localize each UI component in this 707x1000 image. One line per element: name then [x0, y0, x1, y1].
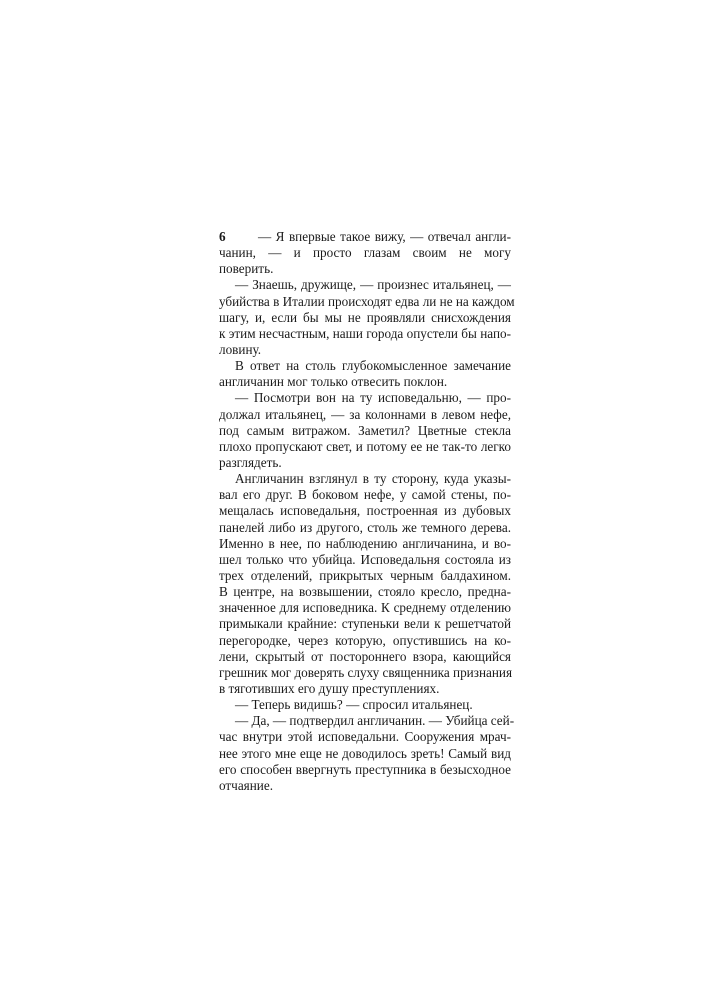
text-line: час внутри этой исповедальни. Сооружения мрач- [219, 729, 511, 745]
text-line: грешник мог доверять слуху священника признания [219, 664, 513, 680]
text-line: убийства в Италии происходят едва ли не на каждом [219, 293, 515, 309]
text-line: панелей либо из другого, столь же темного дерева. [219, 519, 511, 535]
text-line: вал его друг. В боковом нефе, у самой стены, по- [219, 487, 511, 503]
text-line: плохо пропускают свет, и потому ее не так-то легко [219, 438, 511, 454]
first-line [219, 229, 511, 245]
text-line: разглядеть. [219, 454, 282, 470]
text-line: значенное для исповедника. К среднему отделению [219, 600, 511, 616]
text-line: ловину. [219, 341, 262, 357]
text-line: — Посмотри вон на ту исповедальню, — про- [235, 390, 511, 406]
text-line: — Теперь видишь? — спросил итальянец. [235, 697, 473, 713]
text-line: к этим несчастным, наши города опустели бы напо- [219, 325, 511, 341]
text-line: В ответ на столь глубокомысленное замечание [235, 358, 511, 374]
text-line: в тяготивших его душу преступлениях. [219, 680, 440, 696]
text-line: нее этого мне еще не доводилось зреть! Самый вид [219, 745, 511, 761]
text-line: отчаяние. [219, 777, 273, 793]
text-line: В центре, на возвышении, стояло кресло, предна- [219, 584, 511, 600]
page-number: 6 [219, 229, 226, 244]
text-line: поверить. [219, 261, 274, 277]
text-line: его способен ввергнуть преступника в безысходное [219, 761, 511, 777]
text-line: англичанин мог только отвесить поклон. [219, 374, 448, 390]
text-line: — Да, — подтвердил англичанин. — Убийца сей- [235, 713, 515, 729]
text-line: перегородке, через которую, опустившись на ко- [219, 632, 511, 648]
text-line: — Знаешь, дружище, — произнес итальянец, — [235, 277, 511, 293]
page-text-block [219, 229, 515, 794]
text-line: должал итальянец, — за колоннами в левом нефе, [219, 406, 511, 422]
text-line: лени, скрытый от постороннего взора, кающийся [219, 648, 511, 664]
text-line: мещалась исповедальня, построенная из дубовых [219, 503, 511, 519]
text-line: примыкали крайние: ступеньки вели к решетчатой [219, 616, 511, 632]
body-lines [219, 245, 515, 794]
text-line: шел только что убийца. Исповедальня состояла из [219, 551, 511, 567]
text-line: чанин, — и просто глазам своим не могу [219, 245, 511, 261]
text-line: трех отделений, прикрытых черным балдахином. [219, 567, 511, 583]
text-line: — Я впервые такое вижу, — отвечал англи- [258, 229, 511, 244]
text-line: под самым витражом. Заметил? Цветные стекла [219, 422, 511, 438]
text-line: шагу, и, если бы мы не проявляли снисхождения [219, 309, 511, 325]
text-line: Англичанин взглянул в ту сторону, куда указы- [235, 471, 511, 487]
text-line: Именно в нее, по наблюдению англичанина, и во- [219, 535, 511, 551]
